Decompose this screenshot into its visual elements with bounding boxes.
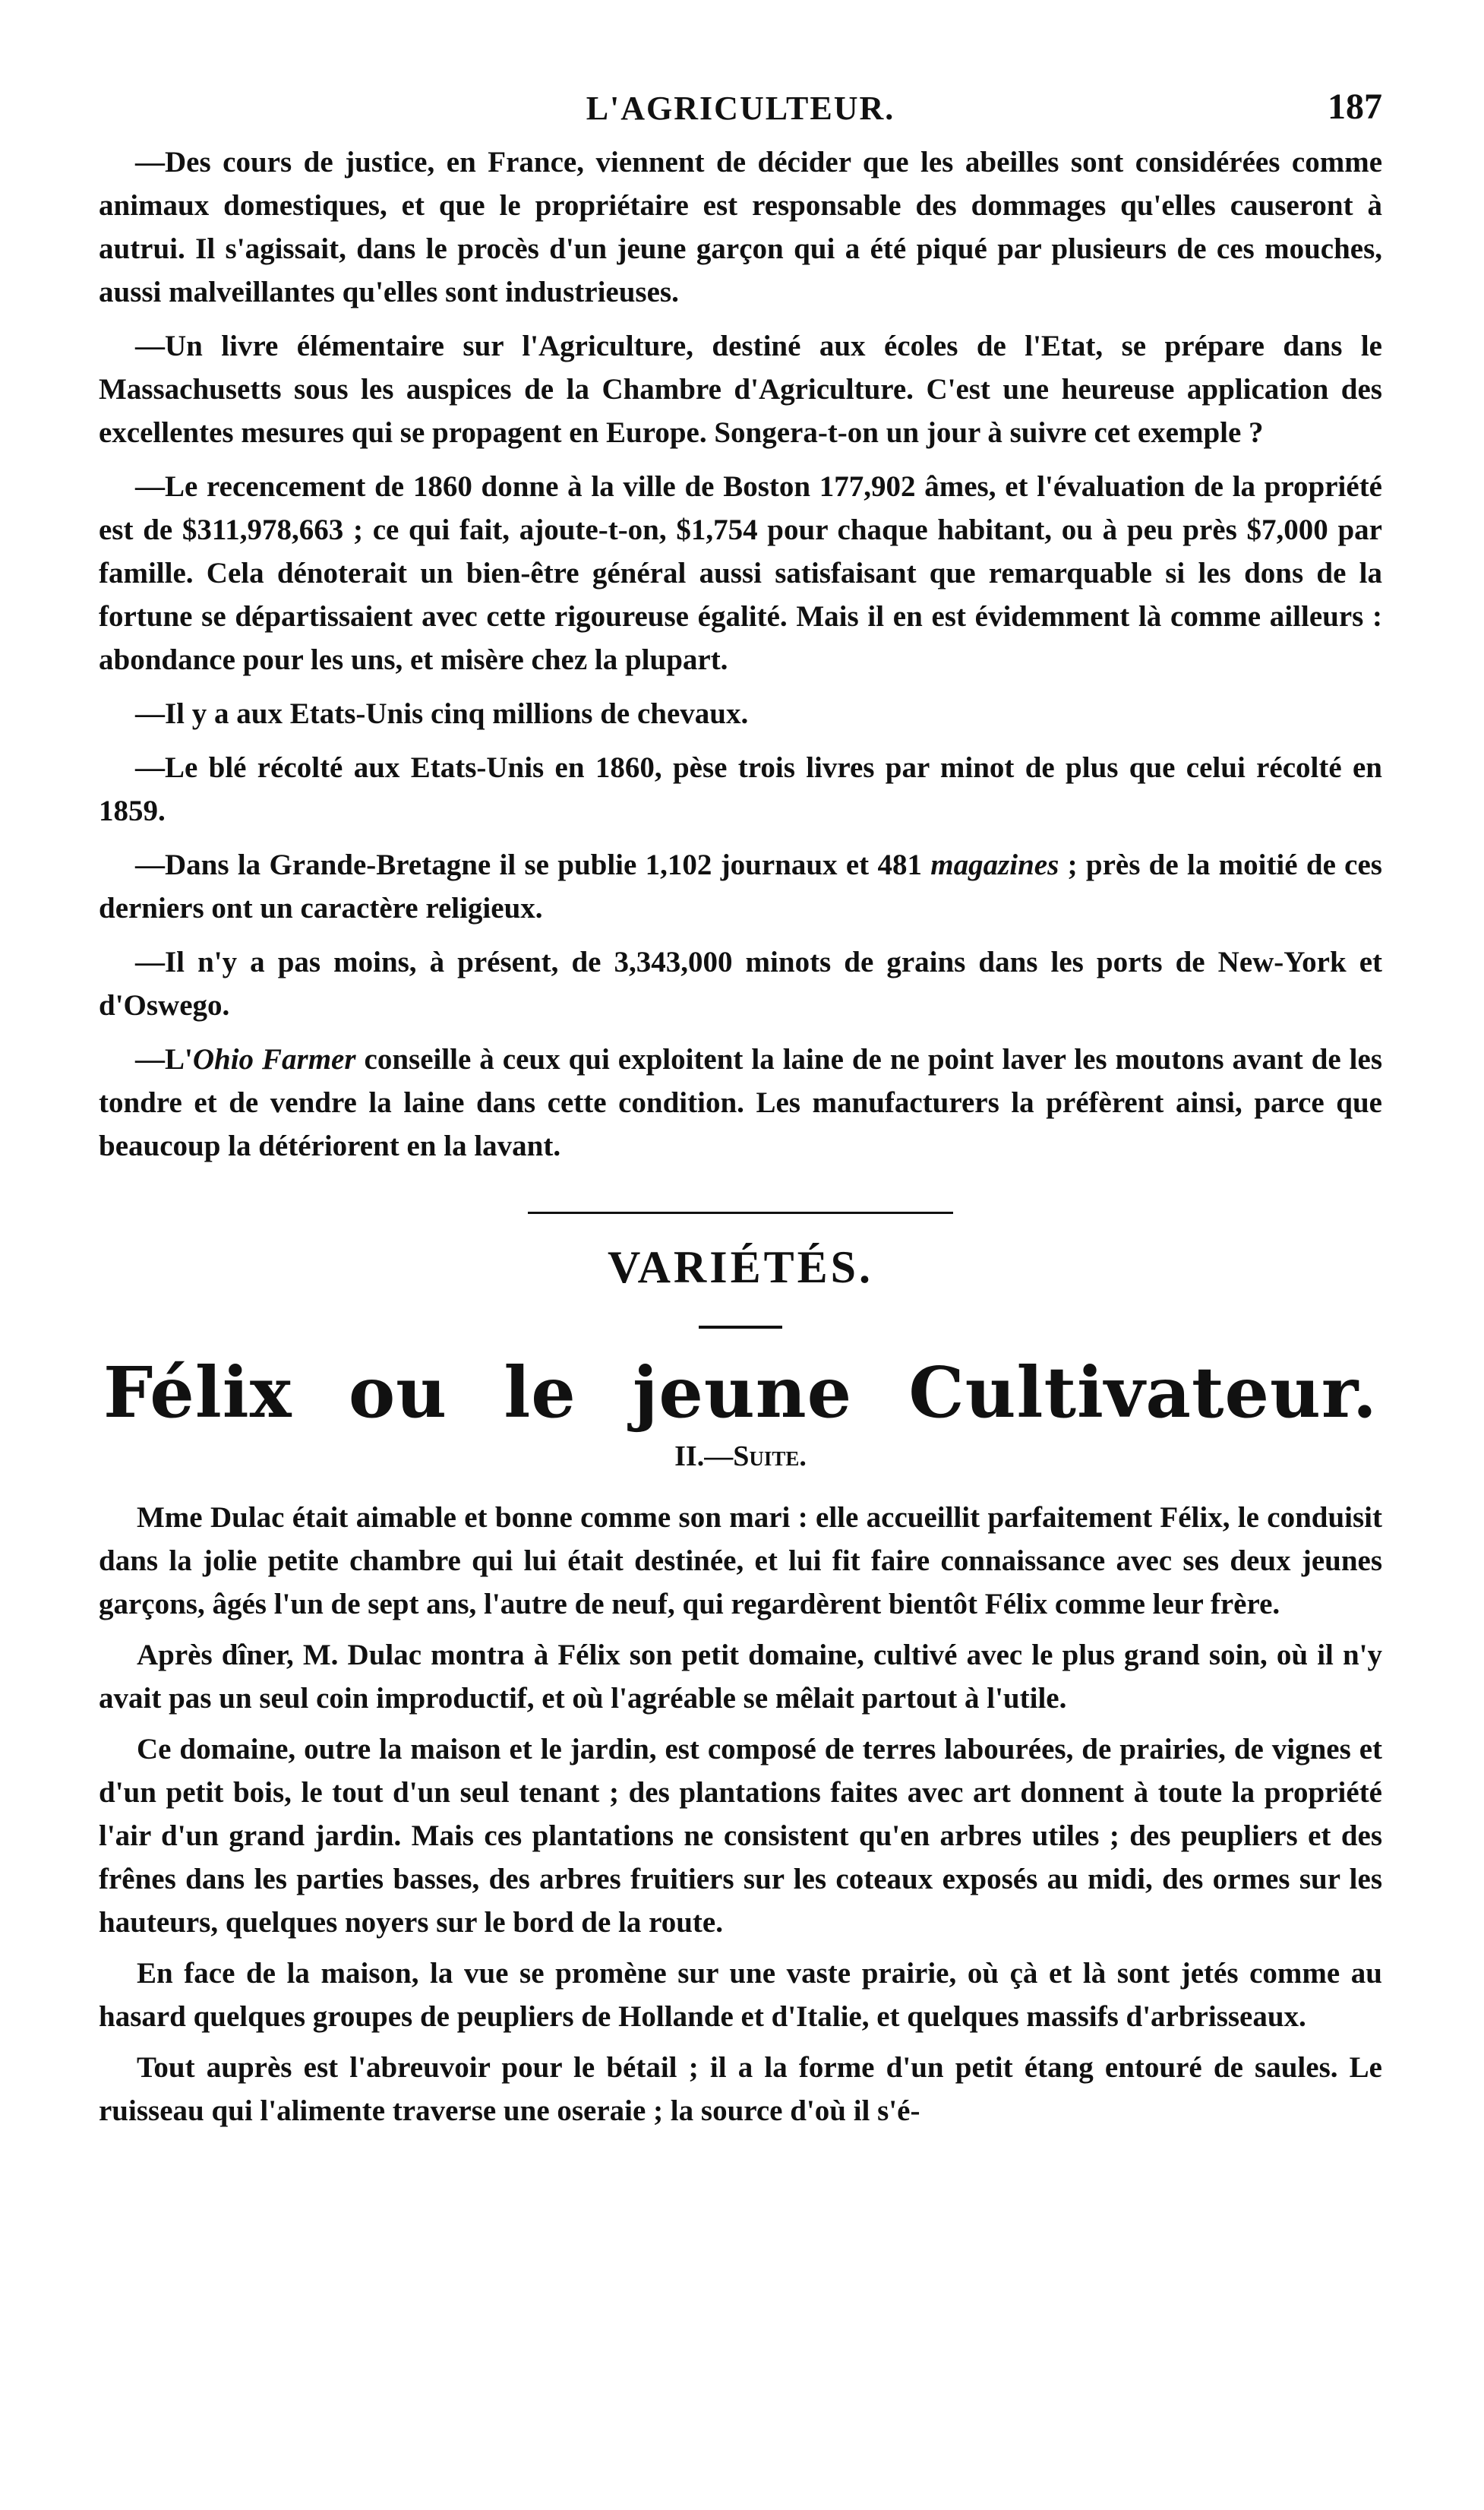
note-magazines-italic: magazines: [930, 849, 1059, 881]
story-title: [99, 1351, 1382, 1434]
page: [99, 80, 1382, 2473]
note-ohio-farmer: [99, 1038, 1382, 1168]
story-paragraph: Après dîner, M. Dulac montra à Félix son petit domaine, cultivé avec le plus grand soin, où il n'y avait pas un seul coin improductif, et où l'agréable se mêlait partout à l'utile.: [99, 1639, 1382, 1715]
note-boston-census: —Le recencement de 1860 donne à la ville de Boston 177,902 âmes, et l'évaluation de la propriété est de $311,978,663 ; ce qui fait, ajoute-t-on, $1,754 pour chaque habitant, ou à peu près $7,000 par famille. Cela dénoterait un bien-être général aussi satisfaisant que remarquable si les dons de la fortune se départissaient avec cette rigoureuse égalité. Mais il en est évidemment là comme ailleurs : abondance pour les uns, et misère chez la plupart.: [99, 470, 1382, 676]
story-title-word: le: [504, 1351, 576, 1434]
note-magazines: [99, 843, 1382, 930]
running-head: [99, 80, 1382, 141]
note-bees: —Des cours de justice, en France, viennent de décider que les abeilles sont considérées comme animaux domestiques, et que le propriétaire est responsable des dommages qu'elles causeront à autrui. Il s'agissait, dans le procès d'un jeune garçon qui a été piqué par plusieurs de ces mouches, aussi malveillantes qu'elles sont industrieuses.: [99, 146, 1382, 308]
news-notes: [99, 141, 1382, 1168]
note-grain: —Il n'y a pas moins, à présent, de 3,343,000 minots de grains dans les ports de New-York et d'Oswego.: [99, 946, 1382, 1022]
story-title-word: ou: [348, 1351, 448, 1434]
note-wheat: —Le blé récolté aux Etats-Unis en 1860, pèse trois livres par minot de plus que celui récolté en 1859.: [99, 751, 1382, 827]
note-ohio-text-1: —L': [135, 1043, 193, 1076]
note-ohio-text-2: conseille à ceux qui exploitent la laine de ne point laver les moutons avant de les tondre et de vendre la laine dans cette condition. Les manufacturers la préfèrent ainsi, parce que beaucoup la détériorent en la lavant.: [99, 1043, 1382, 1162]
story-title-word: Félix: [103, 1351, 292, 1434]
running-title: L'AGRICULTEUR.: [586, 90, 895, 127]
story-body: [99, 1496, 1382, 2132]
story-paragraph: Ce domaine, outre la maison et le jardin, est composé de terres labourées, de prairies, de vignes et d'un petit bois, le tout d'un seul tenant ; des plantations faites avec art donnent à toute la propriété l'air d'un grand jardin. Mais ces plantations ne consistent qu'en arbres utiles ; des peupliers et des frênes dans les parties basses, des arbres fruitiers sur les coteaux exposés au midi, des ormes sur les hauteurs, quelques noyers sur le bord de la route.: [99, 1733, 1382, 1939]
note-magazines-text-1: —Dans la Grande-Bretagne il se publie 1,102 journaux et 481: [135, 849, 931, 881]
note-ohio-italic: Ohio Farmer: [192, 1043, 356, 1076]
story-paragraph: Tout auprès est l'abreuvoir pour le bétail ; il a la forme d'un petit étang entouré de saules. Le ruisseau qui l'alimente traverse une oseraie ; la source d'où il s'é-: [99, 2051, 1382, 2127]
note-agriculture-book: —Un livre élémentaire sur l'Agriculture, destiné aux écoles de l'Etat, se prépare dans le Massachusetts sous les auspices de la Chambre d'Agriculture. C'est une heureuse application des excellentes mesures qui se propagent en Europe. Songera-t-on un jour à suivre cet exemple ?: [99, 330, 1382, 449]
section-title: VARIÉTÉS.: [607, 1242, 874, 1292]
title-divider: [699, 1326, 782, 1329]
note-horses: —Il y a aux Etats-Unis cinq millions de chevaux.: [135, 697, 749, 730]
note-magazines-text-2: ; près de la moitié de ces derniers ont un caractère religieux.: [99, 849, 1382, 925]
story-title-word: Cultivateur.: [908, 1351, 1378, 1434]
page-number: 187: [1328, 87, 1382, 127]
story-title-word: jeune: [633, 1351, 853, 1434]
story-paragraph: Mme Dulac était aimable et bonne comme son mari : elle accueillit parfaitement Félix, le conduisit dans la jolie petite chambre qui lui était destinée, et lui fit faire connaissance avec ses deux jeunes garçons, âgés l'un de sept ans, l'autre de neuf, qui regardèrent bientôt Félix comme leur frère.: [99, 1501, 1382, 1620]
story-paragraph: En face de la maison, la vue se promène sur une vaste prairie, où çà et là sont jetés comme au hasard quelques groupes de peupliers de Hollande et d'Italie, et quelques massifs d'arbrisseaux.: [99, 1957, 1382, 2033]
section-divider: [528, 1212, 953, 1214]
story-subtitle: II.—Suite.: [674, 1440, 807, 1472]
